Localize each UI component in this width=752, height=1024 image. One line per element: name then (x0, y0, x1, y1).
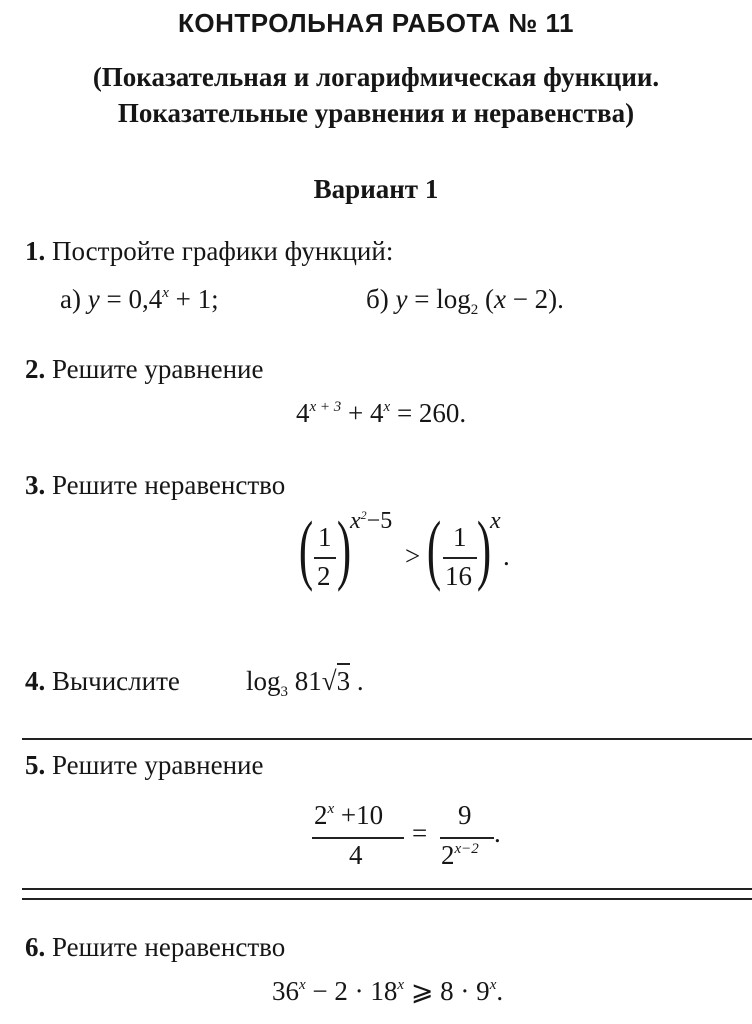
eq5-rhs-numerator: 9 (458, 800, 472, 830)
subtitle-line-2: Показательные уравнения и неравенства) (117, 98, 635, 128)
radicand: 3 (337, 663, 351, 696)
log-4-value: 81 (294, 666, 322, 696)
ineq3-end: . (503, 541, 510, 571)
ineq3-relation: > (405, 541, 421, 571)
ineq3-left-exp-rest: −5 (366, 508, 393, 534)
part-b-rest: − 2). (512, 284, 564, 314)
ineq3-right-numerator: 1 (453, 522, 467, 552)
part-b-log-base: 2 (470, 302, 479, 318)
ineq3-right-denominator: 16 (445, 561, 472, 591)
ineq3-left-denominator: 2 (317, 561, 331, 591)
ineq6-exp-2: x (397, 977, 405, 993)
divider-rule-1 (22, 738, 752, 740)
part-b-label: б) (366, 284, 389, 314)
task-4-expression (246, 666, 364, 700)
task-4-text: Вычислите (52, 666, 180, 696)
task-5-prompt (25, 750, 263, 781)
part-b-x: x (493, 284, 506, 314)
left-paren-open: ( (298, 505, 314, 592)
eq2-base-2: + 4 (348, 398, 384, 428)
part-a-exponent: x (162, 285, 169, 301)
part-b-lhs: y (395, 284, 408, 314)
eq5-equals: = (412, 818, 428, 848)
task-6-number: 6. (25, 932, 46, 962)
task-2-number: 2. (25, 354, 46, 384)
task-2-prompt (25, 354, 263, 385)
ineq3-left-exp-x: x (350, 508, 361, 534)
ineq3-right-exponent: x (490, 508, 501, 534)
task-1-part-a (60, 284, 219, 315)
eq5-left-fraction-bar (312, 837, 404, 839)
right-paren-close: ) (476, 505, 492, 592)
log-4-end: . (356, 666, 364, 696)
eq5-num-base: 2 (314, 800, 328, 830)
page-title: КОНТРОЛЬНАЯ РАБОТА № 11 (178, 8, 574, 38)
ineq6-exp-3: x (489, 977, 497, 993)
eq5-rhs-den-exponent: x−2 (454, 841, 479, 857)
eq5-rhs-denominator (441, 840, 479, 871)
divider-rule-2 (22, 888, 752, 890)
task-6-text: Решите неравенство (52, 932, 286, 962)
task-3-prompt (25, 470, 285, 501)
task-4-prompt (25, 666, 180, 697)
eq5-numerator (314, 800, 383, 831)
radical-sign: √ (321, 666, 337, 696)
ineq3-right-fraction-bar (443, 557, 477, 559)
task-5-number: 5. (25, 750, 46, 780)
part-b-log: = log (414, 284, 471, 314)
part-a-rest: + 1; (175, 284, 219, 314)
eq2-exponent-1: x + 3 (309, 399, 342, 415)
task-3-text: Решите неравенство (52, 470, 286, 500)
part-a-base: = 0,4 (106, 284, 163, 314)
ineq3-left-numerator: 1 (318, 522, 332, 552)
task-6-inequality (272, 976, 503, 1007)
ineq6-term-3: ⩾ 8 · 9 (410, 976, 490, 1006)
ineq6-exp-1: x (299, 977, 306, 993)
task-1-prompt (25, 236, 393, 267)
eq5-end: . (494, 818, 501, 848)
eq5-num-rest: +10 (340, 800, 384, 830)
task-1-part-b (366, 284, 564, 318)
task-3-number: 3. (25, 470, 46, 500)
ineq6-term-1: 36 (272, 976, 299, 1006)
left-paren-close: ) (336, 505, 352, 592)
task-1-number: 1. (25, 236, 46, 266)
eq2-rhs: = 260. (396, 398, 467, 428)
part-b-paren: ( (484, 284, 494, 314)
task-5-text: Решите уравнение (52, 750, 264, 780)
divider-rule-3 (22, 898, 752, 900)
ineq3-left-exp-square: 2 (360, 508, 367, 522)
ineq6-end: . (496, 976, 504, 1006)
task-2-text: Решите уравнение (52, 354, 264, 384)
part-a-label: а) (60, 284, 81, 314)
eq2-base-1: 4 (296, 398, 310, 428)
subtitle-line-1: (Показательная и логарифмическая функции. (92, 62, 660, 92)
task-6-prompt (25, 932, 285, 963)
eq2-exponent-2: x (383, 399, 391, 415)
task-4-number: 4. (25, 666, 46, 696)
right-paren-open: ( (426, 505, 442, 592)
eq5-rhs-den-base: 2 (441, 840, 455, 870)
eq5-right-fraction-bar (440, 837, 494, 839)
eq5-num-exponent: x (327, 801, 335, 817)
log-4-base: 3 (280, 684, 289, 700)
eq5-denominator: 4 (349, 840, 363, 870)
part-a-lhs: y (87, 284, 100, 314)
ineq3-left-exponent (350, 508, 392, 535)
ineq6-term-2: − 2 · 18 (312, 976, 398, 1006)
ineq3-left-fraction-bar (314, 557, 336, 559)
task-2-equation (296, 398, 466, 429)
variant-heading: Вариант 1 (313, 174, 439, 204)
log-4: log (246, 666, 281, 696)
task-1-text: Постройте графики функций: (52, 236, 394, 266)
